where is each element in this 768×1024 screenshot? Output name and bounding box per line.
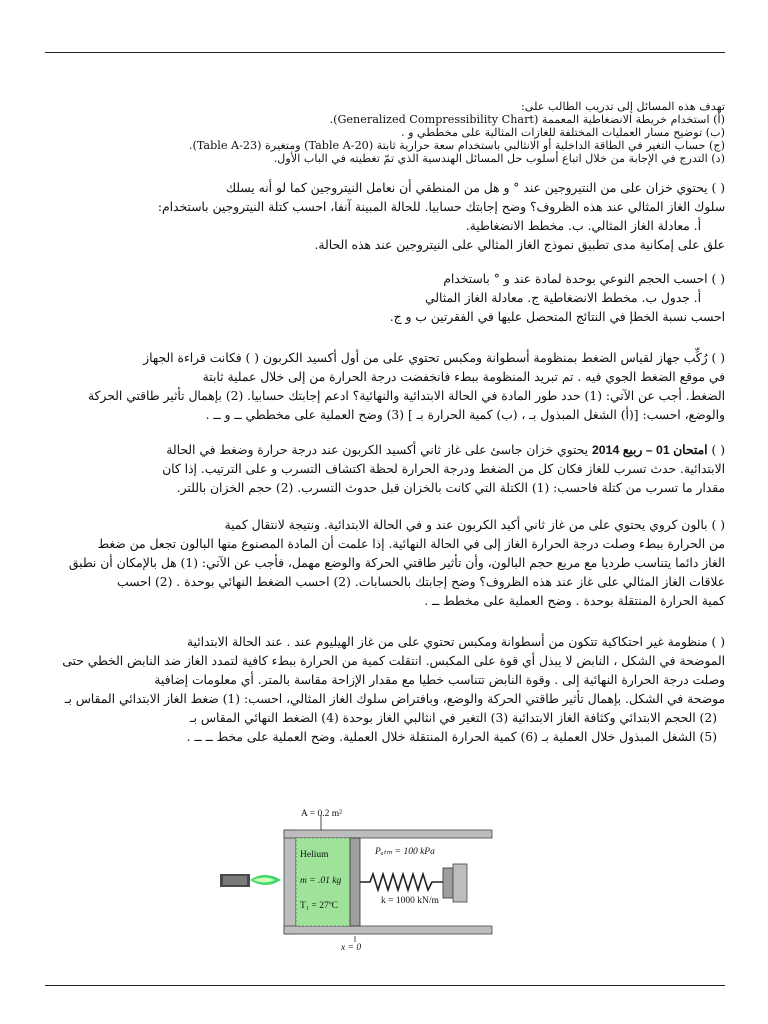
problem-1-line: أ. معادلة الغاز المثالي. ب. مخطط الانضغاطية. — [465, 219, 701, 233]
document-body — [45, 100, 725, 747]
area-label: A = 0.2 m² — [301, 809, 342, 819]
x-origin-label: x = 0 — [341, 943, 362, 953]
problem-3-line: في موقع الضغط الجوي فيه . تم تبريد المنظومة ببطء فانخفضت درجة الحرارة من إلى خلال عملية ثابتة — [202, 370, 725, 384]
spring-constant-label: k = 1000 kN/m — [381, 896, 439, 906]
problem-3-line: الضغط. أجب عن الآتي: (1) حدد طور المادة في الحالة الابتدائية والنهائية؟ ادعم إجابتك حسابيا. (2) بإهمال تأثير طاقتي الحركة — [87, 389, 725, 403]
problem-5-line: الغاز دائما يتناسب طرديا مع مربع حجم البالون، وأن تأثير طاقتي الحركة والوضع مهمل، فأجب عن الآتي: (1) هل بالإمكان أن نطبق — [68, 556, 725, 570]
problem-5 — [45, 516, 725, 611]
intro-item-c: (ج) حساب التغير في الطاقة الداخلية أو الانثالبي باستخدام سعة حرارية ثابتة (Table A-20) ومتغيرة (Table A-23). — [188, 139, 725, 152]
patm-label: Pₐₜₘ = 100 kPa — [375, 847, 435, 857]
problem-3-line: ( ) رُكِّب جهاز لقياس الضغط بمنظومة أسطوانة ومكبس تحتوي على من أول أكسيد الكربون ( ) فكانت قراءة الجهاز — [143, 351, 725, 365]
problem-5-line: من الحرارة ببطء وصلت درجة الحرارة الغاز إلى في الحالة النهائية. إذا علمت أن المادة المصنوع منها البالون تجعل من ضغط — [97, 537, 725, 551]
problem-1-line: سلوك الغاز المثالي عند هذه الظروف؟ وضح إجابتك حسابيا. للحالة المبينة آنفا، احسب كتلة النيتروجين باستخدام: — [157, 200, 725, 214]
cylinder-wall-left — [284, 830, 296, 934]
problem-6-line: موضحة في الشكل. بإهمال تأثير طاقتي الحركة والوضع، وبافتراض سلوك الغاز المثالي، احسب: (1) ضغط الغاز الابتدائي المقاس بـ — [64, 692, 725, 706]
problem-5-line: علاقات الغاز المثالي على غاز عند هذه الظروف؟ وضح إجابتك بالحسابات. (2) احسب الضغط النهائي بوحدة . (2) احسب — [116, 575, 725, 589]
piston — [350, 838, 360, 926]
problem-4-line: ( ) امتحان 01 – ربيع 2014 يحتوي خزان جاسئ على غاز ثاني أكسيد الكربون عند درجة حرارة وضغط في الحالة — [166, 443, 725, 457]
problem-5-line: ( ) بالون كروي يحتوي على من غاز ثاني أكيد الكربون عند و في الحالة الابتدائية. ونتيجة لانتقال كمية — [224, 518, 725, 532]
problem-6-line: (5) الشغل المبذول خلال العملية بـ (6) كمية الحرارة المنتقلة خلال العملية. وضح العملية على مخط ــ ــ . — [186, 730, 717, 744]
problem-6-line: الموضحة في الشكل ، النابض لا يبذل أي قوة على المكبس. انتقلت كمية من الحرارة ببطء كافية لتمدد الغاز ضد النابض الخطي حتى — [62, 654, 725, 668]
intro-item-d: (د) التدرج في الإجابة من خلال اتباع أسلوب حل المسائل الهندسية الذي تمّ تغطيته في الباب الأول. — [273, 152, 725, 165]
problem-3-line: والوضع، احسب: [(أ) الشغل المبذول بـ ، (ب) كمية الحرارة بـ ] (3) وضح العملية على مخططي ــ و ــ . — [205, 408, 725, 422]
bottom-rule — [45, 985, 725, 986]
piston-spring-diagram — [215, 808, 515, 958]
problem-6-line: وصلت درجة الحرارة النهائية إلى . وقوة النابض تتناسب خطيا مع مقدار الإزاحة مقاسة بالمتر. أي معلومات إضافية — [154, 673, 725, 687]
heater-nozzle-inner — [223, 876, 247, 885]
problem-2-line: ( ) احسب الحجم النوعي بوحدة لمادة عند و ° باستخدام — [443, 272, 725, 286]
spring-icon — [360, 874, 443, 890]
problem-1 — [45, 179, 725, 255]
problem-3 — [45, 349, 725, 425]
intro-item-a: (أ) استخدام خريطة الانضغاطية المعممة (Generalized Compressibility Chart). — [329, 113, 725, 126]
intro-section — [45, 100, 725, 165]
problem-4-line: الابتدائية. حدث تسرب للغاز فكان كل من الضغط ودرجة الحرارة لحظة اكتشاف التسرب و على الترتيب. إذا كان — [162, 462, 725, 476]
exam-label: امتحان 01 – ربيع 2014 — [591, 443, 708, 457]
anchor-wall — [453, 864, 467, 902]
spring-anchor — [443, 868, 453, 898]
intro-item-b: (ب) توضيح مسار العمليات المختلفة للغازات المثالية على مخططي و . — [400, 126, 725, 139]
problem-4-line: مقدار ما تسرب من كتلة فاحسب: (1) الكتلة التي كانت بالخزان قبل حدوث التسرب. (2) حجم الخزان باللتر. — [176, 481, 725, 495]
problem-1-line: علق على إمكانية مدى تطبيق نموذج الغاز المثالي على النيتروجين عند هذه الحالة. — [314, 238, 725, 252]
piston-spring-figure — [215, 808, 515, 958]
problem-5-line: كمية الحرارة المنتقلة بوحدة . وضح العملية على مخطط ــ . — [424, 594, 725, 608]
intro-heading: تهدف هذه المسائل إلى تدريب الطالب على: — [521, 100, 725, 113]
problem-2-line: احسب نسبة الخطإ في النتائج المتحصل عليها في الفقرتين ب و ج. — [389, 310, 725, 324]
mass-label: m = .01 kg — [300, 876, 342, 886]
problem-4 — [45, 441, 725, 498]
cylinder-wall-bottom — [284, 926, 492, 934]
problem-2 — [45, 270, 725, 327]
cylinder-wall-top — [284, 830, 492, 838]
problem-1-line: ( ) يحتوي خزان على من النتيروجين عند ° و هل من المنطقي أن نعامل النيتروجين كما لو أنه يسلك — [225, 181, 725, 195]
top-rule — [45, 52, 725, 53]
problem-6-line: ( ) منظومة غير احتكاكية تتكون من أسطوانة ومكبس تحتوي على من غاز الهيليوم عند . عند الحالة الابتدائية — [186, 635, 725, 649]
temp-label: T₁ = 27ºC — [300, 901, 339, 911]
problem-6-line: (2) الحجم الابتدائي وكثافة الغاز الابتدائية (3) التغير في انثالبي الغاز بوحدة (4) الضغط النهائي المقاس بـ — [190, 711, 717, 725]
problem-6 — [45, 633, 725, 747]
gas-name-label: Helium — [300, 850, 329, 860]
problem-2-line: أ. جدول ب. مخطط الانضغاطية ج. معادلة الغاز المثالي — [424, 291, 701, 305]
problem-4-text: يحتوي خزان جاسئ على غاز ثاني أكسيد الكربون عند درجة حرارة وضغط في الحالة — [166, 443, 589, 457]
